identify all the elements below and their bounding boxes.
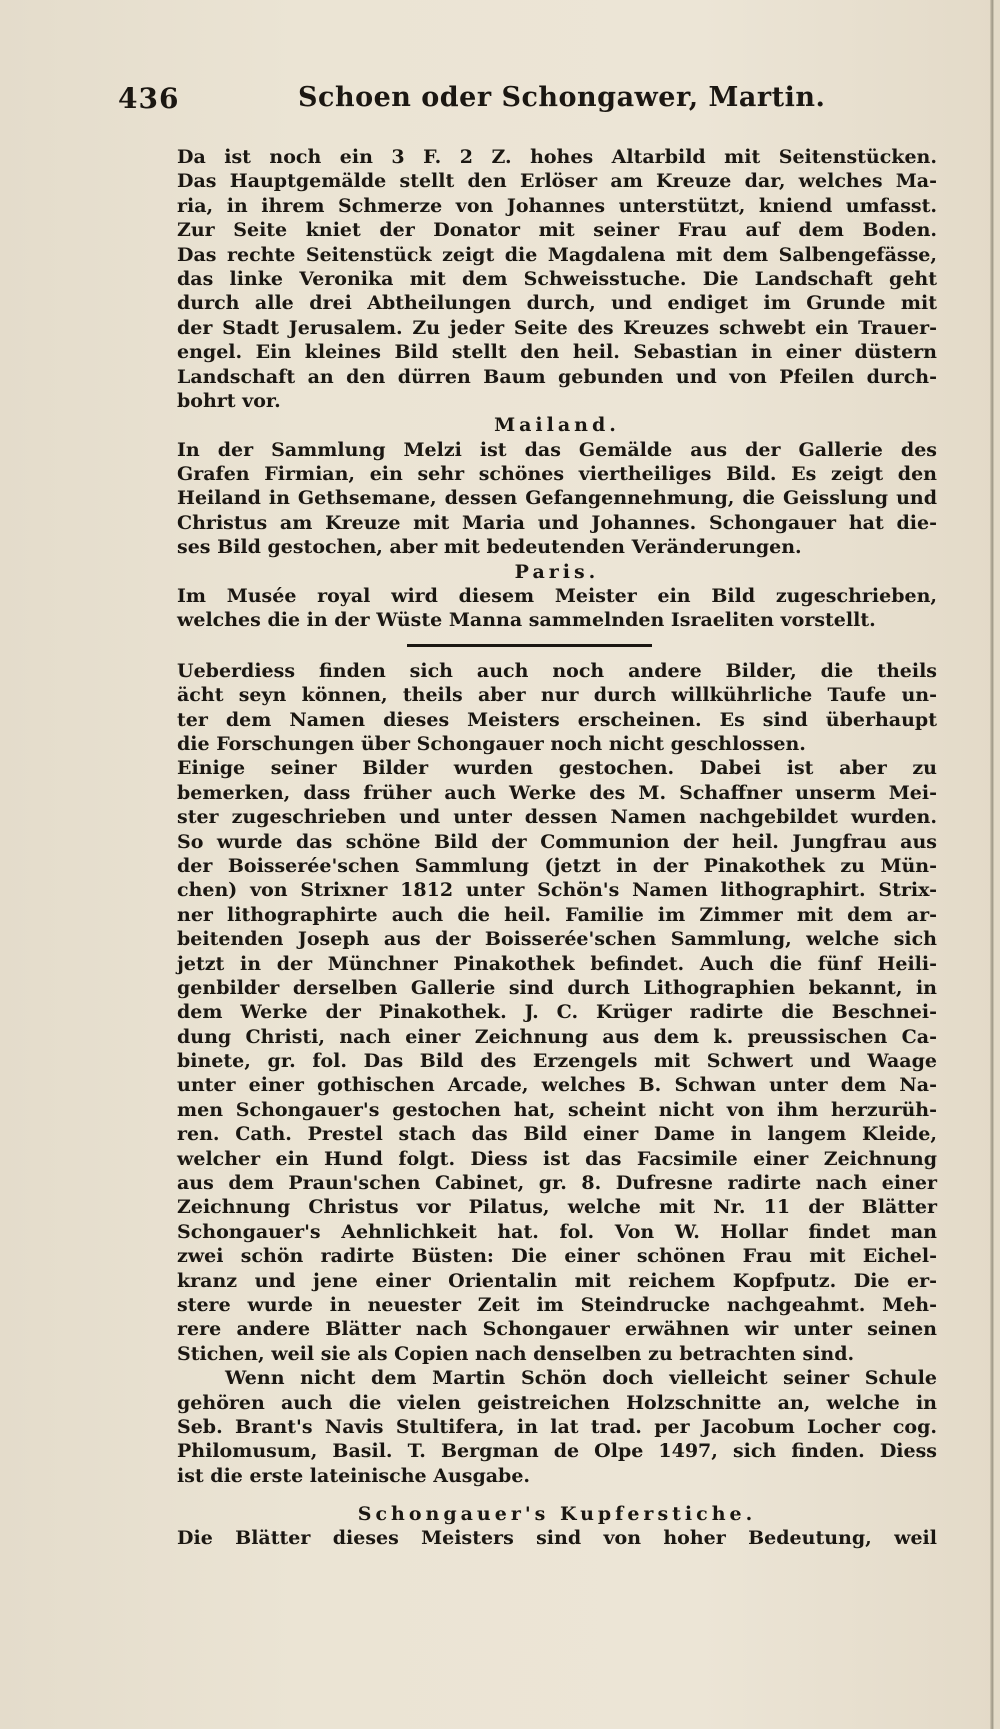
text-line: kranz und jene einer Orientalin mit reichem Kopfputz. Die er- bbox=[177, 1269, 937, 1292]
text-line: stere wurde in neuester Zeit im Steindrucke nachgeahmt. Meh- bbox=[177, 1293, 937, 1316]
text-line: Christus am Kreuze mit Maria und Johannes. Schongauer hat die- bbox=[177, 511, 937, 534]
text-line: men Schongauer's gestochen hat, scheint nicht von ihm herzurüh- bbox=[177, 1098, 937, 1121]
text-line: dung Christi, nach einer Zeichnung aus dem k. preussischen Ca- bbox=[177, 1025, 937, 1048]
text-line: Stichen, weil sie als Copien nach denselben zu betrachten sind. bbox=[177, 1342, 855, 1365]
text-line: ter dem Namen dieses Meisters erscheinen. Es sind überhaupt bbox=[177, 708, 937, 731]
text-line: Seb. Brant's Navis Stultifera, in lat trad. per Jacobum Locher cog. bbox=[177, 1415, 937, 1438]
text-line: Landschaft an den dürren Baum gebunden und von Pfeilen durch- bbox=[177, 365, 937, 388]
spacer bbox=[177, 1488, 937, 1502]
text-line: beitenden Joseph aus der Boisserée'schen Sammlung, welche sich bbox=[177, 928, 937, 951]
text-line: Heiland in Gethsemane, dessen Gefangennehmung, die Geisslung und bbox=[177, 487, 937, 510]
text-line: welches die in der Wüste Manna sammelnden Israeliten vorstellt. bbox=[177, 609, 876, 632]
text-line: ster zugeschrieben und unter dessen Namen nachgebildet wurden. bbox=[177, 806, 937, 829]
text-line: Schongauer's Aehnlichkeit hat. fol. Von W. Hollar findet man bbox=[177, 1220, 937, 1243]
section-heading-mailand: Mailand. bbox=[494, 414, 620, 437]
text-line: unter einer gothischen Arcade, welches B. Schwan unter dem Na- bbox=[177, 1074, 937, 1097]
text-line: Zeichnung Christus vor Pilatus, welche mit Nr. 11 der Blätter bbox=[177, 1196, 937, 1219]
text-line: welcher ein Hund folgt. Diess ist das Facsimile einer Zeichnung bbox=[177, 1147, 937, 1170]
divider-rule bbox=[407, 644, 652, 647]
text-line: ria, in ihrem Schmerze von Johannes unterstützt, kniend umfasst. bbox=[177, 194, 937, 217]
text-line: Im Musée royal wird diesem Meister ein Bild zugeschrieben, bbox=[177, 585, 937, 608]
text-line: ner lithographirte auch die heil. Familie im Zimmer mit dem ar- bbox=[177, 903, 937, 926]
section-heading-kupferstiche: Schongauer's Kupferstiche. bbox=[357, 1503, 757, 1526]
text-line: engel. Ein kleines Bild stellt den heil. Sebastian in einer düstern bbox=[177, 341, 937, 364]
text-line: Das rechte Seitenstück zeigt die Magdalena mit dem Salbengefässe, bbox=[177, 243, 937, 266]
text-line: die Forschungen über Schongauer noch nicht geschlossen. bbox=[177, 732, 806, 755]
text-line: ächt seyn können, theils aber nur durch willkührliche Taufe un- bbox=[177, 684, 937, 707]
text-line: rere andere Blätter nach Schongauer erwähnen wir unter seinen bbox=[177, 1318, 937, 1341]
text-line: ren. Cath. Prestel stach das Bild einer Dame in langem Kleide, bbox=[177, 1123, 937, 1146]
text-line: Da ist noch ein 3 F. 2 Z. hohes Altarbild mit Seitenstücken. bbox=[177, 146, 937, 168]
text-line: ses Bild gestochen, aber mit bedeutenden Veränderungen. bbox=[177, 536, 802, 559]
text-line: der Boisserée'schen Sammlung (jetzt in der Pinakothek zu Mün- bbox=[177, 854, 937, 877]
text-line: Philomusum, Basil. T. Bergman de Olpe 1497, sich finden. Diess bbox=[177, 1440, 937, 1463]
text-line: gehören auch die vielen geistreichen Holzschnitte an, welche in bbox=[177, 1391, 937, 1414]
body-text bbox=[177, 145, 937, 1551]
section-heading-paris: Paris. bbox=[514, 560, 600, 583]
text-line: bemerken, dass früher auch Werke des M. Schaffner unserm Mei- bbox=[177, 781, 937, 804]
text-line: So wurde das schöne Bild der Communion der heil. Jungfrau aus bbox=[177, 830, 937, 853]
text-line: das linke Veronika mit dem Schweisstuche. Die Landschaft geht bbox=[177, 267, 937, 290]
text-line: zwei schön radirte Büsten: Die einer schönen Frau mit Eichel- bbox=[177, 1245, 937, 1268]
text-line: binete, gr. fol. Das Bild des Erzengels mit Schwert und Waage bbox=[177, 1050, 937, 1073]
text-line: ist die erste lateinische Ausgabe. bbox=[177, 1464, 531, 1487]
page-header bbox=[118, 82, 918, 126]
text-line: Die Blätter dieses Meisters sind von hoher Bedeutung, weil bbox=[177, 1527, 937, 1550]
text-line: jetzt in der Münchner Pinakothek befindet. Auch die fünf Heili- bbox=[177, 952, 937, 975]
page-number: 436 bbox=[118, 82, 180, 115]
running-head: Schoen oder Schongawer, Martin. bbox=[298, 82, 826, 113]
text-line: genbilder derselben Gallerie sind durch Lithographien bekannt, in bbox=[177, 976, 937, 999]
text-line: Ueberdiess finden sich auch noch andere Bilder, die theils bbox=[177, 659, 937, 682]
text-line: In der Sammlung Melzi ist das Gemälde aus der Gallerie des bbox=[177, 438, 937, 461]
text-line: dem Werke der Pinakothek. J. C. Krüger radirte die Beschnei- bbox=[177, 1001, 937, 1024]
text-line: Zur Seite kniet der Donator mit seiner Frau auf dem Boden. bbox=[177, 219, 937, 242]
text-line: chen) von Strixner 1812 unter Schön's Namen lithographirt. Strix- bbox=[177, 879, 937, 902]
text-line: Wenn nicht dem Martin Schön doch vielleicht seiner Schule bbox=[225, 1367, 937, 1390]
text-line: aus dem Praun'schen Cabinet, gr. 8. Dufresne radirte nach einer bbox=[177, 1172, 937, 1195]
text-line: der Stadt Jerusalem. Zu jeder Seite des Kreuzes schwebt ein Trauer- bbox=[177, 316, 937, 339]
text-line: Grafen Firmian, ein sehr schönes viertheiliges Bild. Es zeigt den bbox=[177, 463, 937, 486]
page-edge-shadow bbox=[990, 0, 994, 1729]
text-line: durch alle drei Abtheilungen durch, und endiget im Grunde mit bbox=[177, 292, 937, 315]
text-line: Einige seiner Bilder wurden gestochen. Dabei ist aber zu bbox=[177, 757, 937, 780]
text-line: bohrt vor. bbox=[177, 389, 281, 412]
section-divider bbox=[177, 633, 937, 659]
text-line: Das Hauptgemälde stellt den Erlöser am Kreuze dar, welches Ma- bbox=[177, 170, 937, 193]
